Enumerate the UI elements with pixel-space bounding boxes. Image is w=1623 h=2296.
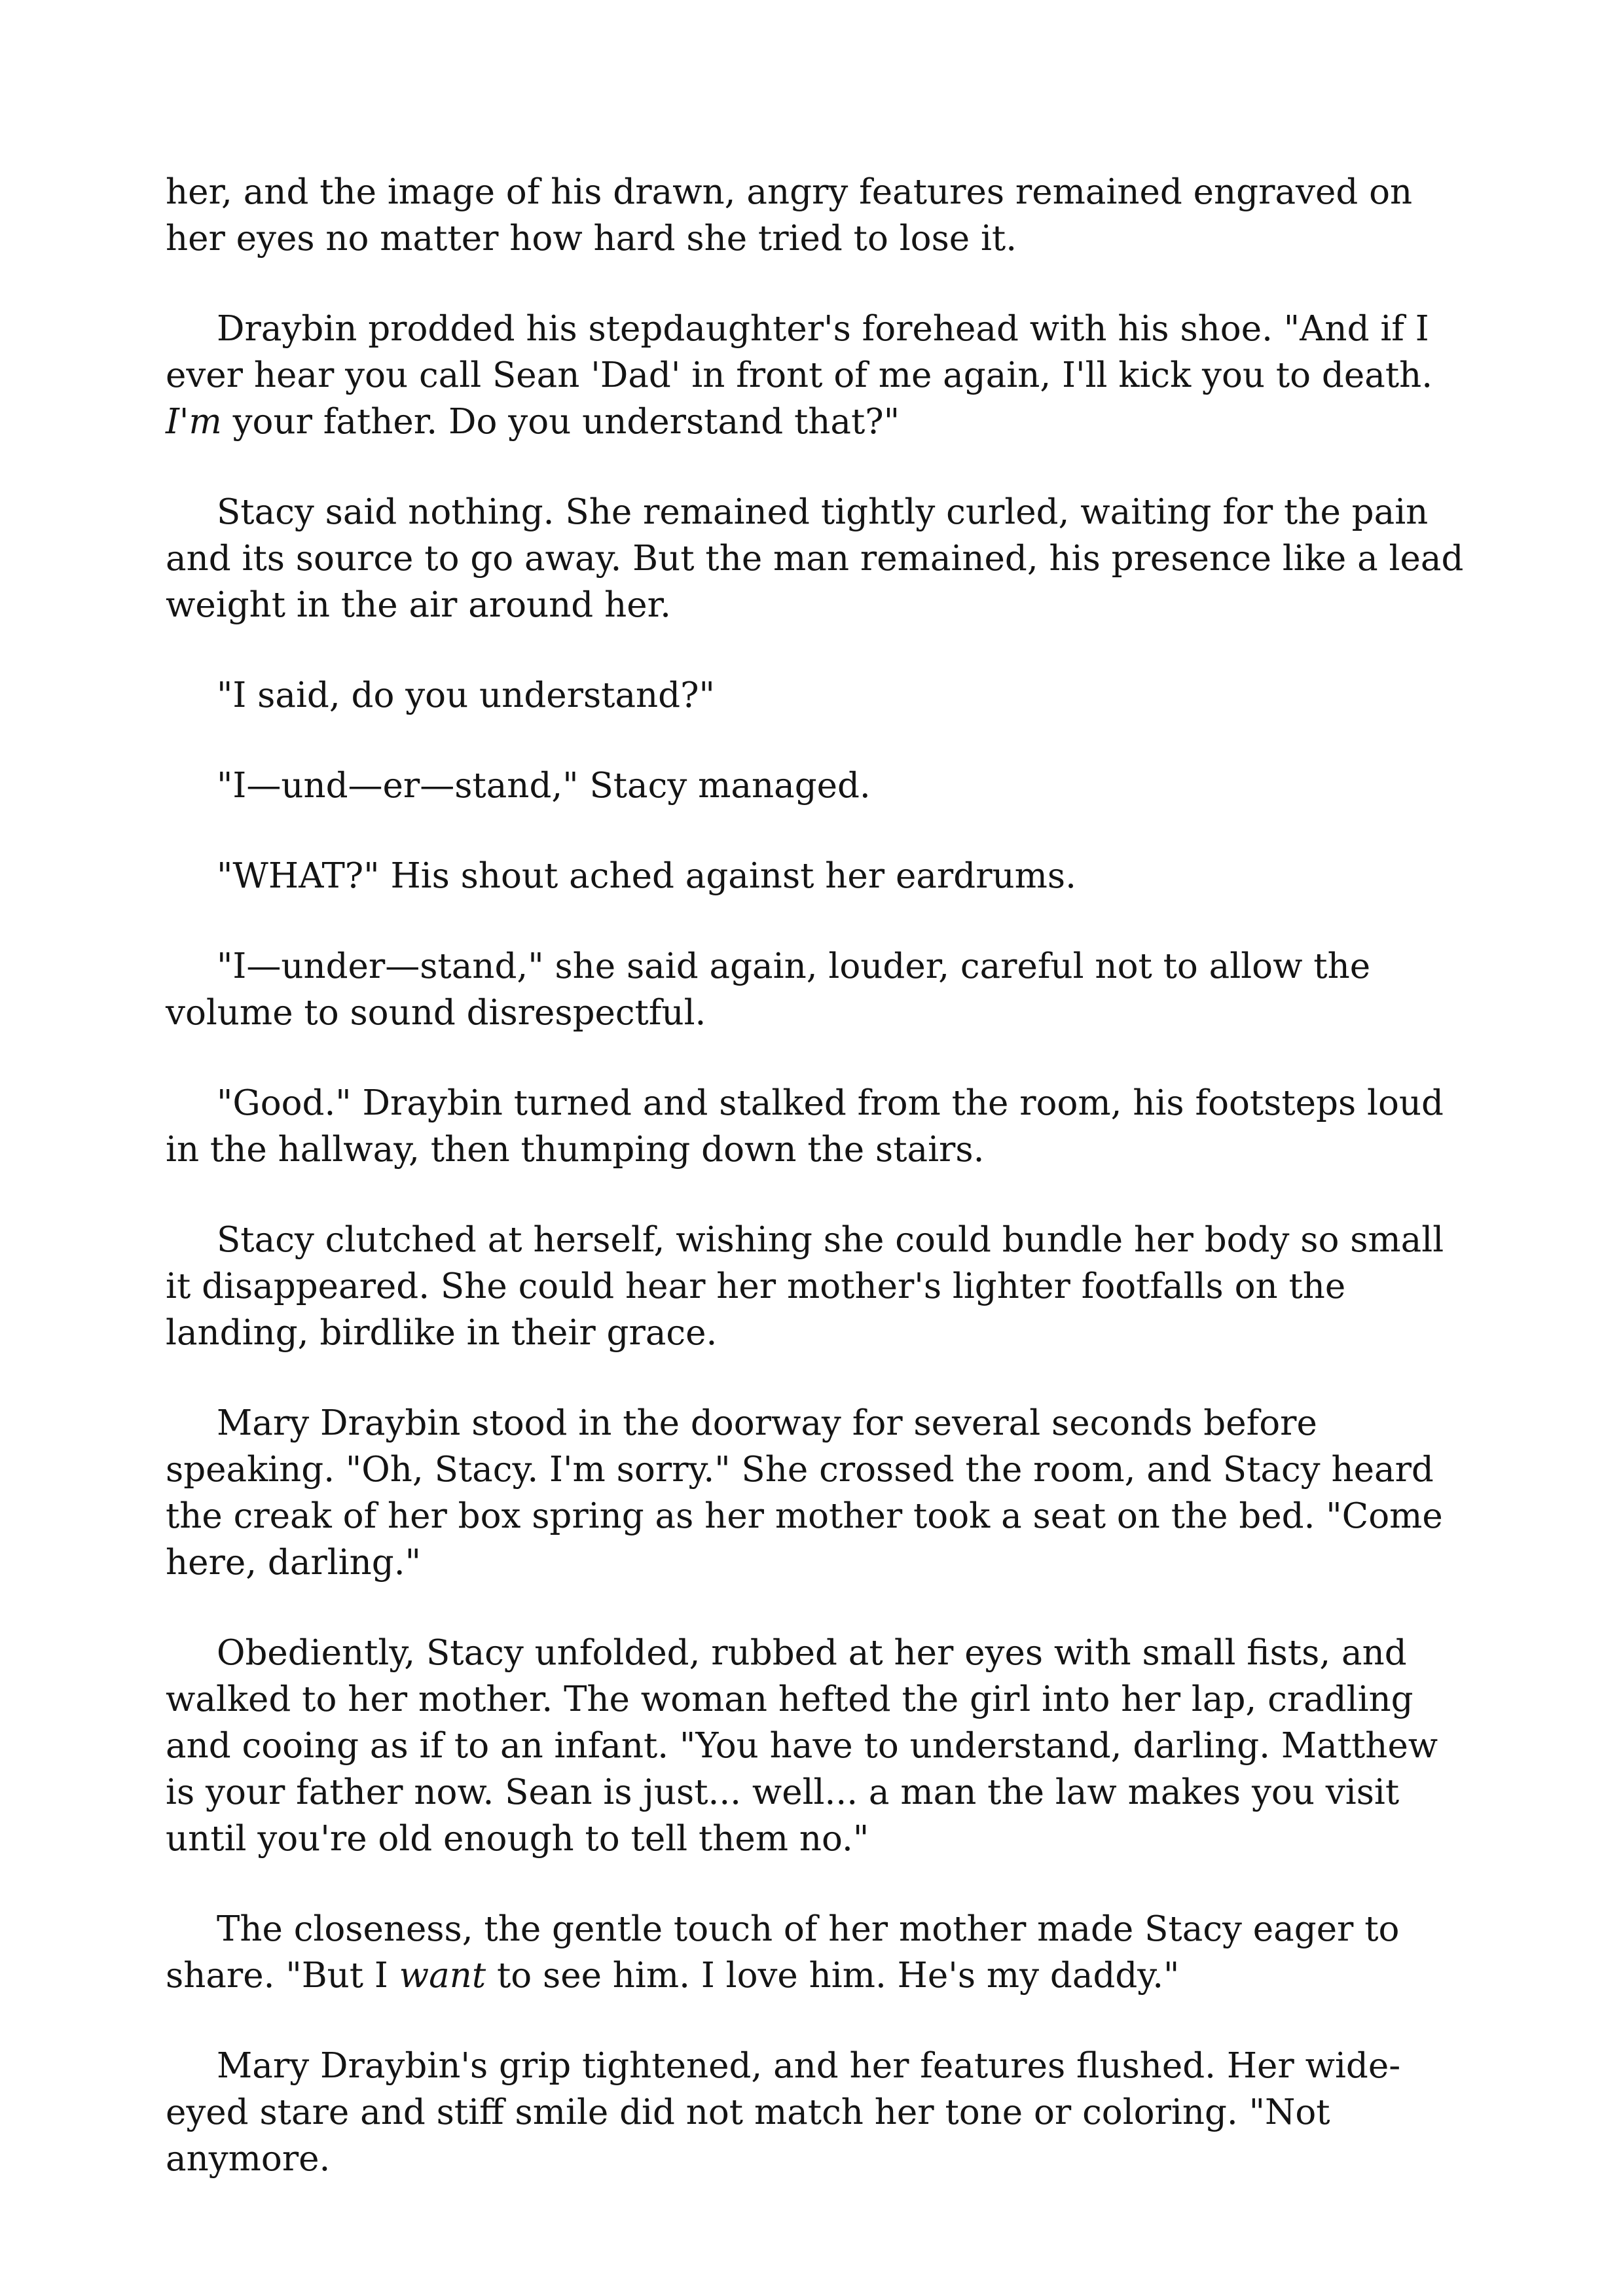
paragraph-text: Mary Draybin's grip tightened, and her features flushed. Her wide-eyed stare and stiff smile did not match her tone or coloring. "Not anymore. <box>166 2046 1401 2179</box>
paragraph-10 <box>166 1400 1465 1586</box>
paragraph-text: Stacy clutched at herself, wishing she could bundle her body so small it disappeared. She could hear her mother's lighter footfalls on the landing, birdlike in their grace. <box>166 1220 1444 1353</box>
italic-emphasis: want <box>399 1956 486 1996</box>
paragraph-text: "I—und—er—stand," Stacy managed. <box>217 766 871 806</box>
paragraph-text: "WHAT?" His shout ached against her eardrums. <box>217 856 1076 896</box>
paragraph-3 <box>166 489 1465 628</box>
paragraph-text: The closeness, the gentle touch of her mother made Stacy eager to share. "But I <box>166 1909 1400 1996</box>
paragraph-8 <box>166 1080 1465 1173</box>
document-page <box>166 169 1465 2182</box>
paragraph-2 <box>166 306 1465 445</box>
paragraph-text: "I—under—stand," she said again, louder, careful not to allow the volume to sound disrespectful. <box>166 946 1371 1033</box>
paragraph-text: "Good." Draybin turned and stalked from the room, his footsteps loud in the hallway, then thumping down the stairs. <box>166 1083 1444 1170</box>
paragraph-7 <box>166 943 1465 1036</box>
paragraph-12 <box>166 1906 1465 1999</box>
paragraph-4 <box>166 672 1465 719</box>
paragraph-text: your father. Do you understand that?" <box>221 402 900 442</box>
paragraph-11 <box>166 1630 1465 1862</box>
paragraph-text: "I said, do you understand?" <box>217 675 715 715</box>
paragraph-text: Obediently, Stacy unfolded, rubbed at her eyes with small fists, and walked to her mother. The woman hefted the girl into her lap, cradling and cooing as if to an infant. "You have to understand, darling. Matthew is your father now. Sean is just... well... a man the law makes you visit until you're old enough to tell them no." <box>166 1633 1438 1859</box>
paragraph-text: Stacy said nothing. She remained tightly curled, waiting for the pain and its source to go away. But the man remained, his presence like a lead weight in the air around her. <box>166 492 1464 625</box>
paragraph-6 <box>166 853 1465 899</box>
paragraph-1 <box>166 169 1465 262</box>
paragraph-text: Draybin prodded his stepdaughter's forehead with his shoe. "And if I ever hear you call Sean 'Dad' in front of me again, I'll kick you to death. <box>166 309 1433 395</box>
paragraph-text: Mary Draybin stood in the doorway for several seconds before speaking. "Oh, Stacy. I'm sorry." She crossed the room, and Stacy heard the creak of her box spring as her mother took a seat on the bed. "Come here, darling." <box>166 1403 1443 1583</box>
italic-emphasis: I'm <box>166 402 222 442</box>
paragraph-5 <box>166 762 1465 809</box>
paragraph-9 <box>166 1217 1465 1356</box>
paragraph-13 <box>166 2043 1465 2182</box>
paragraph-text: her, and the image of his drawn, angry features remained engraved on her eyes no matter how hard she tried to lose it. <box>166 172 1413 259</box>
paragraph-text: to see him. I love him. He's my daddy." <box>486 1956 1180 1996</box>
